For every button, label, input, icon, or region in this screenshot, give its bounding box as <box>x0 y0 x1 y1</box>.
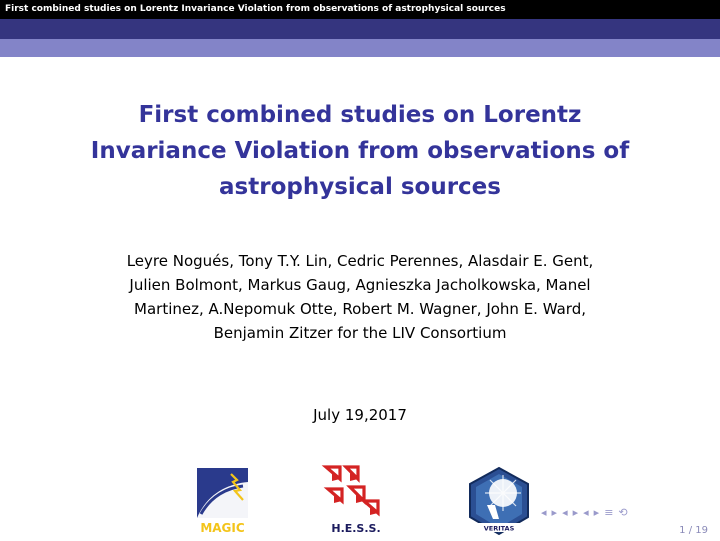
header-band-light <box>0 39 720 57</box>
navigation-bar <box>541 502 628 522</box>
nav-left-section-icon[interactable]: ◂ <box>583 505 589 519</box>
veritas-logo <box>463 465 535 537</box>
title-line: astrophysical sources <box>219 174 501 200</box>
nav-left-frame-icon[interactable]: ◂ <box>541 505 547 519</box>
page-number: 1 / 19 <box>679 525 708 536</box>
slide-headline: First combined studies on Lorentz Invariance Violation from observations of astrophysical sources <box>0 0 720 19</box>
nav-left-subsection-icon[interactable]: ◂ <box>562 505 568 519</box>
veritas-logo-text: VERITAS <box>483 524 515 533</box>
author-line: Martinez, A.Nepomuk Otte, Robert M. Wagner, John E. Ward, <box>134 300 586 318</box>
hess-logo <box>320 463 392 535</box>
author-list <box>60 249 660 345</box>
hess-logo-text: H.E.S.S. <box>331 522 381 535</box>
header-band-dark <box>0 19 720 39</box>
magic-logo-text: MAGIC <box>200 521 245 535</box>
nav-right-subsection-icon[interactable]: ▸ <box>572 505 579 519</box>
nav-right-frame-icon[interactable]: ▸ <box>551 505 558 519</box>
title-line: First combined studies on Lorentz <box>138 102 582 128</box>
nav-search-icon[interactable]: ⟲ <box>618 505 628 519</box>
magic-logo <box>193 466 252 535</box>
slide-title <box>60 97 660 205</box>
nav-align-icon[interactable]: ≡ <box>604 505 614 519</box>
author-line: Benjamin Zitzer for the LIV Consortium <box>213 324 507 342</box>
title-line: Invariance Violation from observations of <box>90 138 630 164</box>
author-line: Leyre Nogués, Tony T.Y. Lin, Cedric Perennes, Alasdair E. Gent, <box>126 252 594 270</box>
presentation-date: July 19,2017 <box>313 406 407 424</box>
author-line: Julien Bolmont, Markus Gaug, Agnieszka Jacholkowska, Manel <box>129 276 591 294</box>
nav-right-section-icon[interactable]: ▸ <box>593 505 600 519</box>
